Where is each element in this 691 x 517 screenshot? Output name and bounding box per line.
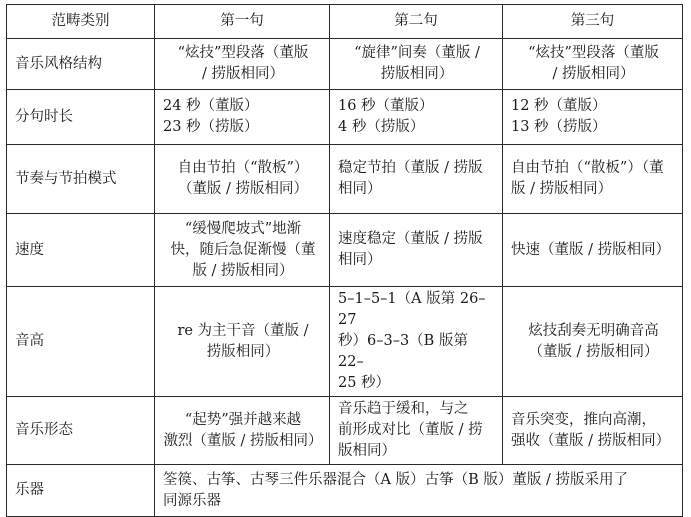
table-row: [7, 145, 683, 214]
cell-line: 25 秒）: [338, 375, 391, 391]
cell-line: 快，随后急促渐慢（董: [170, 241, 316, 258]
cell-line: 16 秒（董版）: [338, 98, 434, 114]
cell-line: 5–1–5–1（A 版第 26–27: [338, 291, 486, 328]
cell-line: 强收（董版 / 捞版相同）: [511, 432, 671, 449]
row-category: 节奏与节拍模式: [7, 145, 155, 214]
cell-line: 相同）: [338, 181, 382, 197]
cell-line: 速度稳定（董版 / 捞版: [338, 231, 483, 247]
cell-line: 捞版相同）: [206, 343, 280, 360]
header-phrase-2: 第二句: [330, 5, 503, 39]
table-cell: [503, 214, 683, 287]
table-cell: [330, 214, 503, 287]
table-cell: [155, 145, 330, 214]
cell-line: “炫技”型段落（董版: [177, 45, 309, 61]
cell-line: 激烈（董版 / 捞版相同）: [163, 432, 323, 449]
table-cell: [155, 90, 330, 145]
cell-line: 自由节拍（“散板”）（董: [511, 160, 664, 176]
table-cell: [330, 39, 503, 90]
cell-line: “起势”强并越来越: [184, 411, 302, 428]
table-row: [7, 90, 683, 145]
cell-line: 筌篌、古筝、古琴三件乐器混合（A 版）古筝（B 版）董版 / 捞版采用了: [163, 471, 628, 488]
table-cell: [155, 214, 330, 287]
table-cell: [503, 397, 683, 465]
cell-line: 自由节拍（“散板”）: [177, 160, 309, 176]
table-row: [7, 397, 683, 465]
cell-line: 相同）: [338, 252, 382, 268]
comparison-table: [6, 4, 683, 517]
table-cell: [503, 39, 683, 90]
cell-line: 版 / 捞版相同）: [511, 181, 613, 197]
row-category: 分句时长: [7, 90, 155, 145]
cell-line: （董版 / 捞版相同）: [528, 343, 659, 360]
table-cell: [330, 397, 503, 465]
row-category: 乐器: [7, 465, 155, 517]
cell-line: 版 / 捞版相同）: [192, 262, 294, 279]
cell-line: / 捞版相同）: [202, 66, 284, 82]
table-cell: [155, 287, 330, 397]
cell-line: 秒）6–3–3（B 版第 22–: [338, 333, 468, 370]
table-cell: [330, 287, 503, 397]
cell-line: “旋律”间奏（董版 /: [354, 45, 480, 61]
cell-line: 快速（董版 / 捞版相同）: [511, 241, 671, 258]
cell-line: “缓慢爬坡式”地渐: [184, 220, 302, 237]
table-cell: [330, 145, 503, 214]
row-category: 音乐风格结构: [7, 39, 155, 90]
cell-line: re 为主干音（董版 /: [177, 322, 309, 339]
row-category: 音乐形态: [7, 397, 155, 465]
table-cell: [503, 90, 683, 145]
cell-line: 13 秒（捞版）: [511, 119, 607, 135]
cell-line: 捞版相同）: [380, 66, 454, 82]
table-cell: [503, 287, 683, 397]
table-row: [7, 214, 683, 287]
cell-line: 版相同）: [338, 443, 396, 459]
table-header-row: [7, 5, 683, 39]
table-cell: [155, 397, 330, 465]
cell-line: 23 秒（捞版）: [163, 119, 259, 135]
table-cell: [503, 145, 683, 214]
cell-line: 4 秒（捞版）: [338, 119, 425, 135]
table-cell: [330, 90, 503, 145]
row-category: 音高: [7, 287, 155, 397]
header-phrase-3: 第三句: [503, 5, 683, 39]
table-cell: [155, 39, 330, 90]
cell-line: 24 秒（董版）: [163, 98, 259, 114]
table-row: [7, 287, 683, 397]
table-row: [7, 39, 683, 90]
header-category: 范畴类别: [7, 5, 155, 39]
cell-line: （董版 / 捞版相同）: [177, 181, 309, 197]
cell-line: 音乐趋于缓和，与之: [338, 401, 469, 417]
cell-line: / 捞版相同）: [552, 66, 635, 82]
cell-line: 同源乐器: [163, 492, 221, 509]
cell-line: “炫技”型段落（董版: [528, 45, 659, 61]
cell-line: 音乐突变，推向高潮，: [511, 411, 656, 428]
cell-line: 12 秒（董版）: [511, 98, 607, 114]
cell-line: 前形成对比（董版 / 捞: [338, 422, 483, 438]
row-category: 速度: [7, 214, 155, 287]
cell-line: 炫技刮奏无明确音高: [528, 322, 659, 339]
header-phrase-1: 第一句: [155, 5, 330, 39]
cell-line: 稳定节拍（董版 / 捞版: [338, 160, 483, 176]
